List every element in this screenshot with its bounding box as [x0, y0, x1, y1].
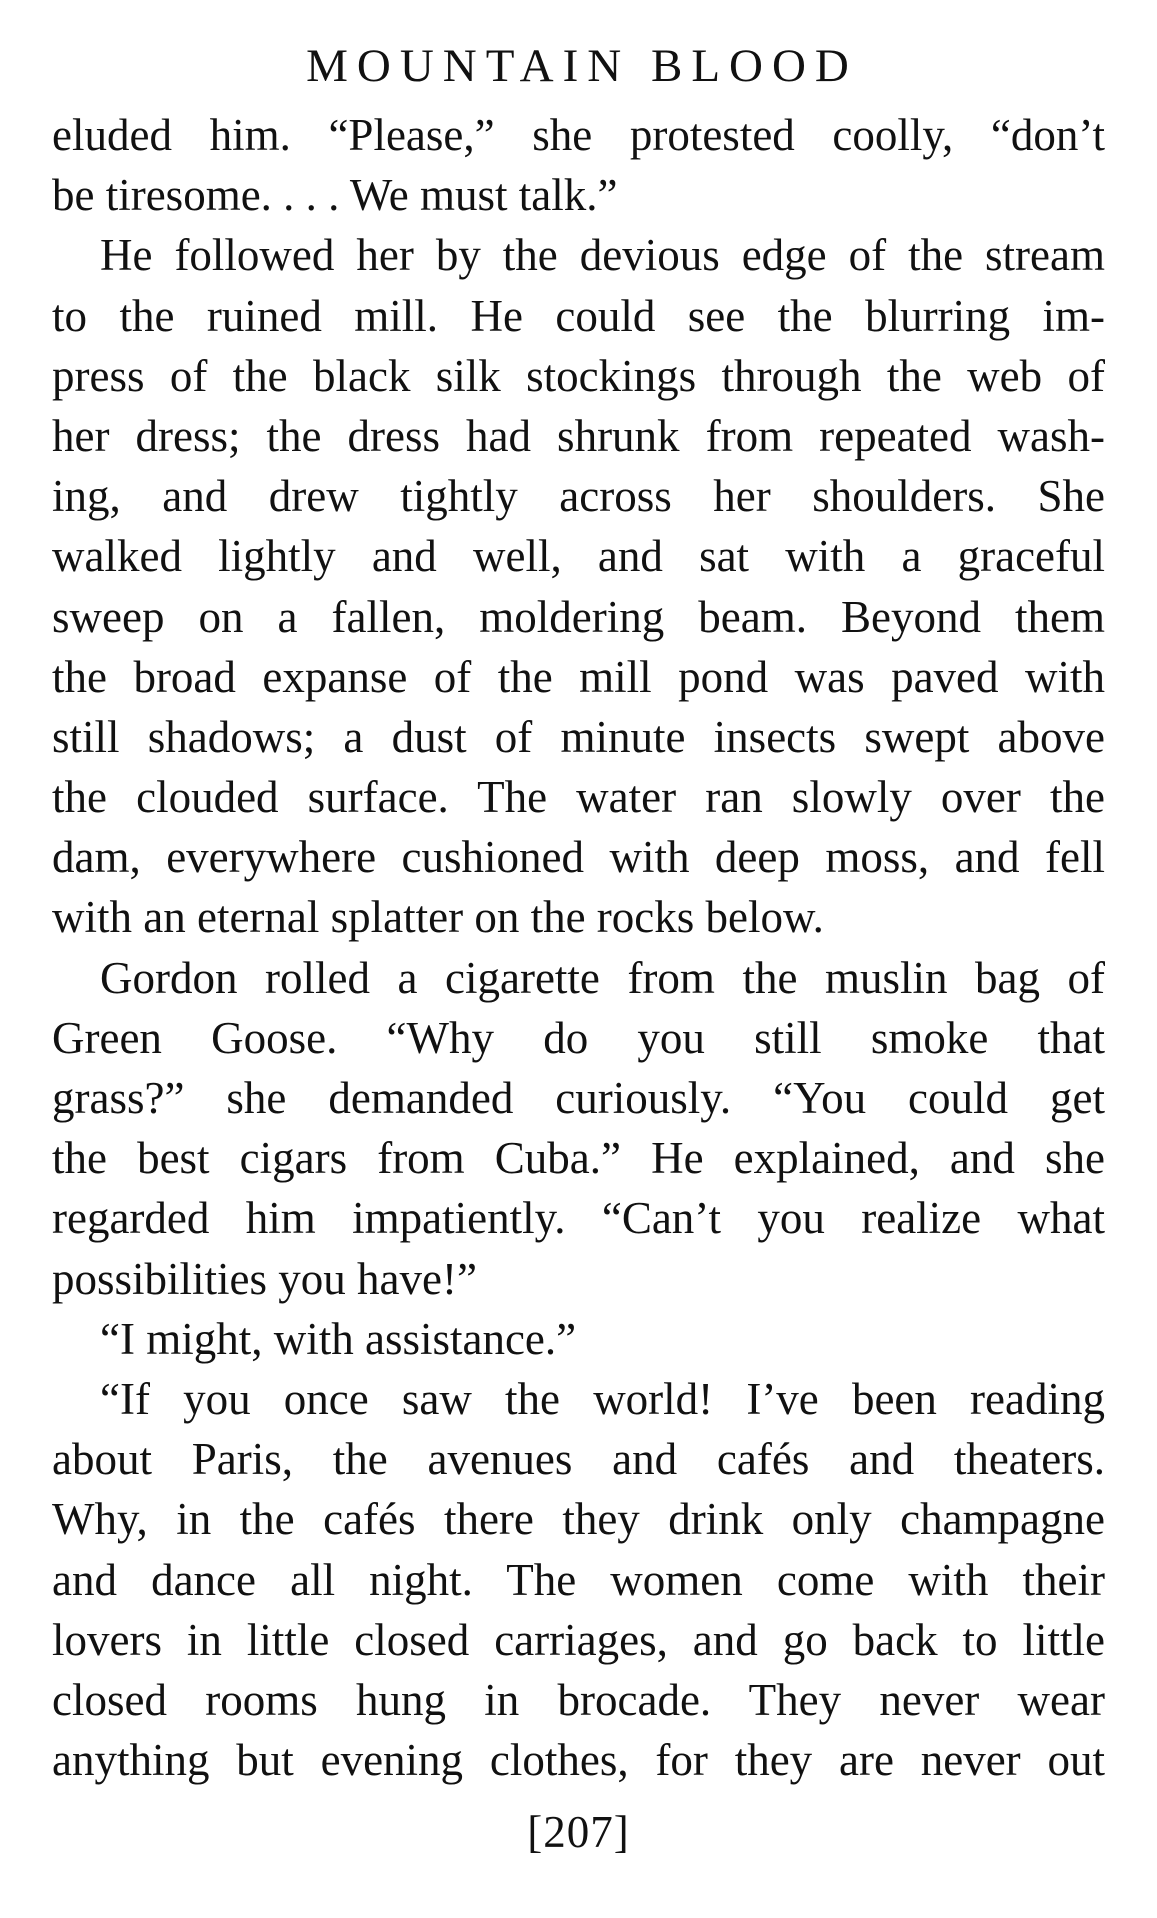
text-line: her dress; the dress had shrunk from repeated wash-: [52, 410, 1105, 461]
text-line: Gordon rolled a cigarette from the muslin bag of: [100, 952, 1105, 1003]
text-line: possibilities you have!”: [52, 1253, 477, 1304]
text-line: “If you once saw the world! I’ve been reading: [100, 1373, 1105, 1424]
text-line: with an eternal splatter on the rocks below.: [52, 892, 824, 943]
text-line: to the ruined mill. He could see the blurring im-: [52, 290, 1105, 341]
text-line: grass?” she demanded curiously. “You could get: [52, 1073, 1105, 1123]
text-line: sweep on a fallen, moldering beam. Beyond them: [52, 591, 1105, 642]
text-line: He followed her by the devious edge of the stream: [100, 230, 1105, 281]
text-line: eluded him. “Please,” she protested coolly, “don’t: [52, 110, 1105, 160]
text-line: press of the black silk stockings through the web of: [52, 350, 1105, 401]
text-line: and dance all night. The women come with their: [52, 1554, 1105, 1605]
text-line: the broad expanse of the mill pond was paved with: [52, 651, 1105, 702]
body-text: [52, 105, 1105, 1790]
text-line: still shadows; a dust of minute insects swept above: [52, 711, 1105, 762]
text-line: walked lightly and well, and sat with a graceful: [52, 531, 1105, 582]
text-line: anything but evening clothes, for they are never out: [52, 1735, 1105, 1786]
text-line: about Paris, the avenues and cafés and theaters.: [52, 1434, 1105, 1485]
page-number: [207]: [527, 1807, 630, 1857]
text-line: closed rooms hung in brocade. They never wear: [52, 1674, 1105, 1725]
text-line: ing, and drew tightly across her shoulders. She: [52, 471, 1105, 522]
text-line: the clouded surface. The water ran slowly over the: [52, 772, 1105, 823]
text-line: “I might, with assistance.”: [100, 1313, 577, 1364]
text-line: be tiresome. . . . We must talk.”: [52, 170, 618, 221]
running-head: MOUNTAIN BLOOD: [306, 40, 858, 92]
text-line: regarded him impatiently. “Can’t you realize what: [52, 1193, 1105, 1244]
text-line: Why, in the cafés there they drink only champagne: [52, 1494, 1105, 1545]
text-line: dam, everywhere cushioned with deep moss, and fell: [52, 832, 1105, 883]
text-line: Green Goose. “Why do you still smoke that: [52, 1012, 1105, 1063]
text-line: the best cigars from Cuba.” He explained, and she: [52, 1133, 1105, 1184]
text-line: lovers in little closed carriages, and go back to little: [52, 1614, 1105, 1665]
